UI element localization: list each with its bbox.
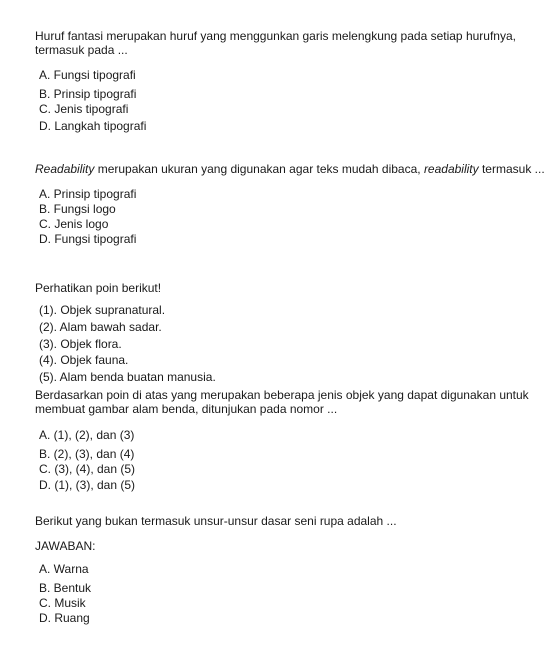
question-1-option-c: C. Jenis tipografi bbox=[39, 102, 129, 116]
question-2-stem-end: termasuk ... bbox=[478, 162, 545, 176]
question-2-option-c: C. Jenis logo bbox=[39, 217, 109, 231]
question-2-option-d: D. Fungsi tipografi bbox=[39, 232, 137, 246]
answer-label: JAWABAN: bbox=[35, 539, 96, 553]
question-2-stem bbox=[35, 162, 545, 176]
question-3-point-4: (4). Objek fauna. bbox=[39, 353, 129, 367]
question-2-readability-term-2: readability bbox=[423, 162, 479, 176]
question-3-option-c: C. (3), (4), dan (5) bbox=[39, 462, 136, 476]
question-1-option-b: B. Prinsip tipografi bbox=[39, 87, 137, 101]
question-2-option-a: A. Prinsip tipografi bbox=[39, 187, 137, 201]
question-3-point-3: (3). Objek flora. bbox=[39, 337, 122, 351]
question-3-point-1: (1). Objek supranatural. bbox=[39, 303, 166, 317]
question-3-option-d: D. (1), (3), dan (5) bbox=[39, 478, 136, 492]
question-3-option-a: A. (1), (2), dan (3) bbox=[39, 428, 135, 442]
question-4-option-d: D. Ruang bbox=[39, 611, 90, 625]
question-3-option-b: B. (2), (3), dan (4) bbox=[39, 447, 135, 461]
question-3-point-5: (5). Alam benda buatan manusia. bbox=[39, 370, 216, 384]
question-4-stem: Berikut yang bukan termasuk unsur-unsur dasar seni rupa adalah ... bbox=[35, 514, 397, 528]
question-2-option-b: B. Fungsi logo bbox=[39, 202, 116, 216]
question-3-intro: Perhatikan poin berikut! bbox=[35, 281, 162, 295]
question-3-stem: Berdasarkan poin di atas yang merupakan beberapa jenis objek yang dapat digunakan untuk membuat gambar alam benda, ditunjukan pada nomor ... bbox=[35, 388, 529, 416]
question-4-option-a: A. Warna bbox=[39, 562, 89, 576]
question-1-stem: Huruf fantasi merupakan huruf yang menggunkan garis melengkung pada setiap hurufnya, termasuk pada ... bbox=[35, 29, 516, 57]
question-2-stem-middle: merupakan ukuran yang digunakan agar teks mudah dibaca, bbox=[94, 162, 424, 176]
question-1-option-a: A. Fungsi tipografi bbox=[39, 68, 136, 82]
question-2-readability-term: Readability bbox=[35, 162, 95, 176]
question-3-point-2: (2). Alam bawah sadar. bbox=[39, 320, 162, 334]
question-4-option-b: B. Bentuk bbox=[39, 581, 92, 595]
question-4-option-c: C. Musik bbox=[39, 596, 86, 610]
question-1-option-d: D. Langkah tipografi bbox=[39, 119, 147, 133]
